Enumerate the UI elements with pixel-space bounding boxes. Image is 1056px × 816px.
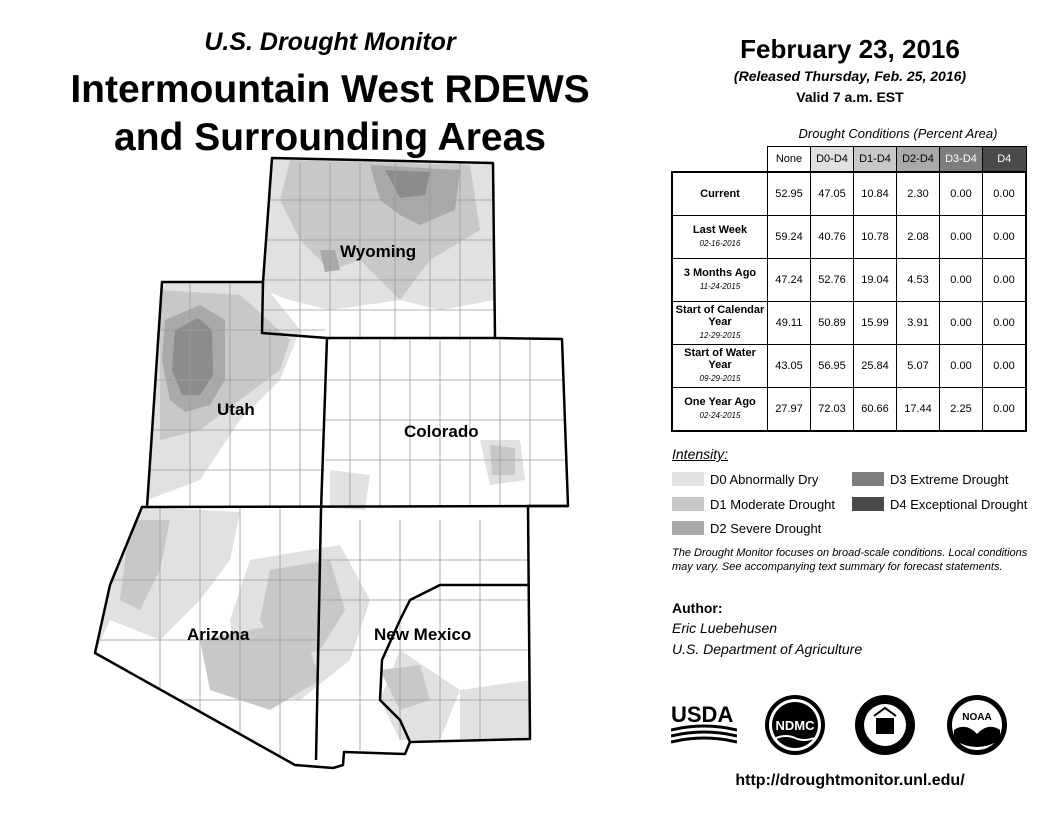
row-label: Start of Water Year <box>684 347 756 371</box>
table-cell: 17.44 <box>897 388 940 432</box>
row-date: 11-24-2015 <box>699 282 741 291</box>
noaa-logo-text: NOAA <box>962 712 992 723</box>
drought-map <box>0 150 600 780</box>
row-label: 3 Months Ago <box>683 267 757 279</box>
table-row <box>672 388 1026 432</box>
commerce-seal-icon <box>854 694 916 756</box>
row-header <box>672 172 768 216</box>
table-cell: 0.00 <box>940 216 983 259</box>
table-cell: 0.00 <box>983 388 1027 432</box>
noaa-logo-icon <box>946 694 1008 756</box>
table-cell: 43.05 <box>768 345 811 388</box>
table-cell: 47.24 <box>768 259 811 302</box>
row-header <box>672 216 768 259</box>
table-cell: 0.00 <box>940 302 983 345</box>
table-row <box>672 259 1026 302</box>
map-date: February 23, 2016 <box>740 34 960 64</box>
legend-item-d2 <box>672 520 821 536</box>
table-cell: 52.76 <box>811 259 854 302</box>
table-cell: 5.07 <box>897 345 940 388</box>
legend-label: D2 Severe Drought <box>710 520 822 536</box>
legend-swatch <box>672 497 704 511</box>
table-corner <box>672 147 768 173</box>
state-label-new-mexico: New Mexico <box>374 625 472 644</box>
ndmc-logo <box>764 694 826 761</box>
map-title-line-1: Intermountain West RDEWS <box>70 68 590 111</box>
table-cell: 60.66 <box>854 388 897 432</box>
ndmc-logo-text: NDMC <box>775 718 815 733</box>
table-cell: 0.00 <box>983 216 1027 259</box>
row-date: 02-24-2015 <box>699 411 741 420</box>
row-date: 02-16-2016 <box>699 239 741 248</box>
column-header: D4 <box>983 147 1027 173</box>
table-cell: 0.00 <box>983 259 1027 302</box>
table-header-row <box>672 147 1026 173</box>
table-cell: 0.00 <box>983 302 1027 345</box>
table-cell: 27.97 <box>768 388 811 432</box>
commerce-seal-logo <box>854 694 916 761</box>
table-cell: 72.03 <box>811 388 854 432</box>
table-cell: 2.08 <box>897 216 940 259</box>
usda-logo-text: USDA <box>671 702 734 727</box>
table-cell: 25.84 <box>854 345 897 388</box>
table-cell: 0.00 <box>983 345 1027 388</box>
legend-item-d0 <box>672 471 818 487</box>
table-cell: 59.24 <box>768 216 811 259</box>
table-cell: 50.89 <box>811 302 854 345</box>
table-cell: 10.84 <box>854 172 897 216</box>
map-title <box>0 66 660 162</box>
author-heading: Author: <box>672 600 723 616</box>
table-cell: 2.25 <box>940 388 983 432</box>
legend-item-d1 <box>672 496 835 512</box>
legend-title: Intensity: <box>672 446 729 462</box>
table-cell: 19.04 <box>854 259 897 302</box>
legend-item-d4 <box>852 496 1027 512</box>
table-cell: 0.00 <box>940 345 983 388</box>
legend-swatch <box>852 497 884 511</box>
column-header: None <box>768 147 811 173</box>
valid-time: Valid 7 a.m. EST <box>796 89 904 105</box>
legend-label: D0 Abnormally Dry <box>710 471 819 487</box>
table-cell: 47.05 <box>811 172 854 216</box>
state-label-arizona: Arizona <box>187 625 250 644</box>
website-url[interactable]: http://droughtmonitor.unl.edu/ <box>735 772 965 789</box>
row-date: 09-29-2015 <box>699 374 741 383</box>
drought-conditions-table <box>671 146 1027 432</box>
release-date: (Released Thursday, Feb. 25, 2016) <box>733 68 967 84</box>
row-label: Start of Calendar Year <box>675 304 765 328</box>
author-organization: U.S. Department of Agriculture <box>672 641 863 657</box>
column-header: D1-D4 <box>854 147 897 173</box>
table-caption: Drought Conditions (Percent Area) <box>798 126 998 141</box>
row-label: Current <box>700 188 740 200</box>
table-cell: 40.76 <box>811 216 854 259</box>
noaa-logo <box>946 694 1008 761</box>
table-cell: 0.00 <box>940 172 983 216</box>
row-header <box>672 345 768 388</box>
table-cell: 56.95 <box>811 345 854 388</box>
table-row <box>672 302 1026 345</box>
legend-label: D1 Moderate Drought <box>710 496 836 512</box>
column-header: D0-D4 <box>811 147 854 173</box>
column-header: D2-D4 <box>897 147 940 173</box>
usda-logo-icon <box>671 700 737 750</box>
table-cell: 10.78 <box>854 216 897 259</box>
table-cell: 49.11 <box>768 302 811 345</box>
row-header <box>672 388 768 432</box>
row-date: 12-29-2015 <box>699 331 741 340</box>
table-cell: 4.53 <box>897 259 940 302</box>
table-cell: 2.30 <box>897 172 940 216</box>
table-cell: 15.99 <box>854 302 897 345</box>
map-title-line-2: and Surrounding Areas <box>114 116 546 159</box>
legend-swatch <box>852 472 884 486</box>
row-header <box>672 302 768 345</box>
state-label-utah: Utah <box>217 400 255 419</box>
legend-item-d3 <box>852 471 1009 487</box>
table-cell: 3.91 <box>897 302 940 345</box>
legend-label: D4 Exceptional Drought <box>890 496 1028 512</box>
map-subtitle: U.S. Drought Monitor <box>204 28 456 56</box>
ndmc-logo-icon <box>764 694 826 756</box>
usda-logo <box>671 700 737 755</box>
state-label-colorado: Colorado <box>404 422 479 441</box>
table-cell: 52.95 <box>768 172 811 216</box>
table-row <box>672 345 1026 388</box>
author-name: Eric Luebehusen <box>672 620 778 636</box>
table-row <box>672 216 1026 259</box>
row-label: Last Week <box>692 224 748 236</box>
state-label-wyoming: Wyoming <box>340 242 417 261</box>
table-row <box>672 172 1026 216</box>
table-cell: 0.00 <box>983 172 1027 216</box>
legend-swatch <box>672 472 704 486</box>
legend-label: D3 Extreme Drought <box>890 471 1009 487</box>
table-cell: 0.00 <box>940 259 983 302</box>
legend-swatch <box>672 521 704 535</box>
row-label: One Year Ago <box>684 396 756 408</box>
column-header: D3-D4 <box>940 147 983 173</box>
disclaimer-note: The Drought Monitor focuses on broad-scale conditions. Local conditions may vary. See accompanying text summary for forecast statements. <box>672 547 1028 573</box>
row-header <box>672 259 768 302</box>
